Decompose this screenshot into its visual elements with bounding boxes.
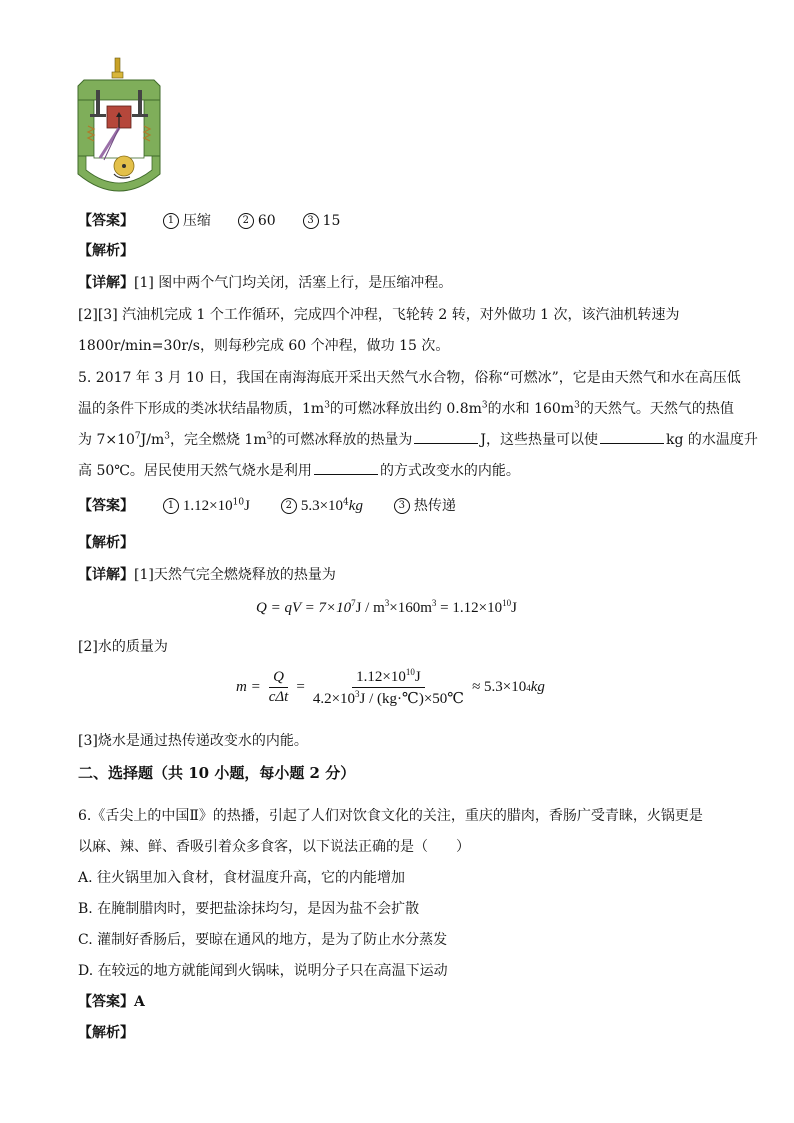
answer-2: 60 <box>257 213 276 229</box>
answer-label: 【答案】 <box>78 213 134 229</box>
q6-line-2: 以麻、辣、鲜、香吸引着众多食客，以下说法正确的是（ ） <box>78 839 470 855</box>
q6-line-1: 6.《舌尖上的中国Ⅱ》的热播，引起了人们对饮食文化的关注，重庆的腊肉，香肠广受青睐，火锅更是 <box>78 808 703 824</box>
answer-number-2: 2 <box>238 213 254 229</box>
answer-blank-2[interactable] <box>600 431 664 444</box>
q6-option-b: B. 在腌制腊肉时，要把盐涂抹均匀，是因为盐不会扩散 <box>78 901 420 917</box>
q4-detail-2a: [2][3] 汽油机完成 1 个工作循环，完成四个冲程，飞轮转 2 转，对外做功 1 次，该汽油机转速为 <box>78 307 680 323</box>
q6-option-d: D. 在较远的地方就能闻到火锅味，说明分子只在高温下运动 <box>78 963 448 979</box>
q4-detail-2b: 1800r/min=30r/s，则每秒完成 60 个冲程，做功 15 次。 <box>78 338 450 354</box>
answer-number-3: 3 <box>303 213 319 229</box>
equation-mass: m = $\frac{Q}{\text{cΔt}}$ = $\frac{1.12\times 10^{10}J}{4.2\times 10^3J / (kg\cdot℃)\times 50℃}$ ≈ 5.3×10 4 kg <box>236 667 545 707</box>
q6-answer: 【答案】A <box>78 994 145 1010</box>
equation-heat: Q = qV = $7\times 10^7J / m^3\times 160m^3 = 1.12\times 10^{10}J$ <box>256 598 517 616</box>
answer-blank-1[interactable] <box>414 431 478 444</box>
q6-option-a: A. 往火锅里加入食材，食材温度升高，它的内能增加 <box>78 870 406 886</box>
analysis-label: 【解析】 <box>78 243 134 259</box>
q5-line-4: 高 50℃。居民使用天然气烧水是利用 的方式改变水的内能。 <box>78 463 520 479</box>
q5-detail-2: [2]水的质量为 <box>78 639 168 655</box>
engine-compression-stroke-diagram <box>74 56 164 200</box>
q5-line-3: 为 $7\times 10^7J/m^3$，完全燃烧 $1m^3$的可燃冰释放的热量为 J，这些热量可以使 kg 的水温度升 <box>78 431 758 448</box>
detail-label: 【详解】 <box>78 275 134 291</box>
q4-answer-line <box>78 210 340 230</box>
q5-detail-1: 【详解】[1]天然气完全燃烧释放的热量为 <box>78 567 336 583</box>
section-title: 二、选择题（共 10 小题，每小题 2 分） <box>78 764 356 782</box>
answer-3: 15 <box>322 213 341 229</box>
answer-number-1: 1 <box>163 213 179 229</box>
answer-1: 压缩 <box>182 213 211 229</box>
analysis-label: 【解析】 <box>78 1025 134 1041</box>
q6-option-c: C. 灌制好香肠后，要晾在通风的地方，是为了防止水分蒸发 <box>78 932 448 948</box>
q5-answer-line: 【答案】 1 $1.12\times 10^{10}J$ 2 $5.3\times 10^4kg$ 3 热传递 <box>78 497 456 514</box>
q5-line-2: 温的条件下形成的类冰状结晶物质，$1m^3$的可燃冰释放出约 $0.8m^3$的水和 $160m^3$的天然气。天然气的热值 <box>78 400 734 417</box>
analysis-label: 【解析】 <box>78 535 134 551</box>
q5-detail-3: [3]烧水是通过热传递改变水的内能。 <box>78 733 308 749</box>
q4-detail-1: 【详解】[1] 图中两个气门均关闭，活塞上行，是压缩冲程。 <box>78 275 453 291</box>
answer-blank-3[interactable] <box>314 462 378 475</box>
q5-line-1: 5. 2017 年 3 月 10 日，我国在南海海底开采出天然气水合物，俗称“可燃冰”，它是由天然气和水在高压低 <box>78 370 741 386</box>
